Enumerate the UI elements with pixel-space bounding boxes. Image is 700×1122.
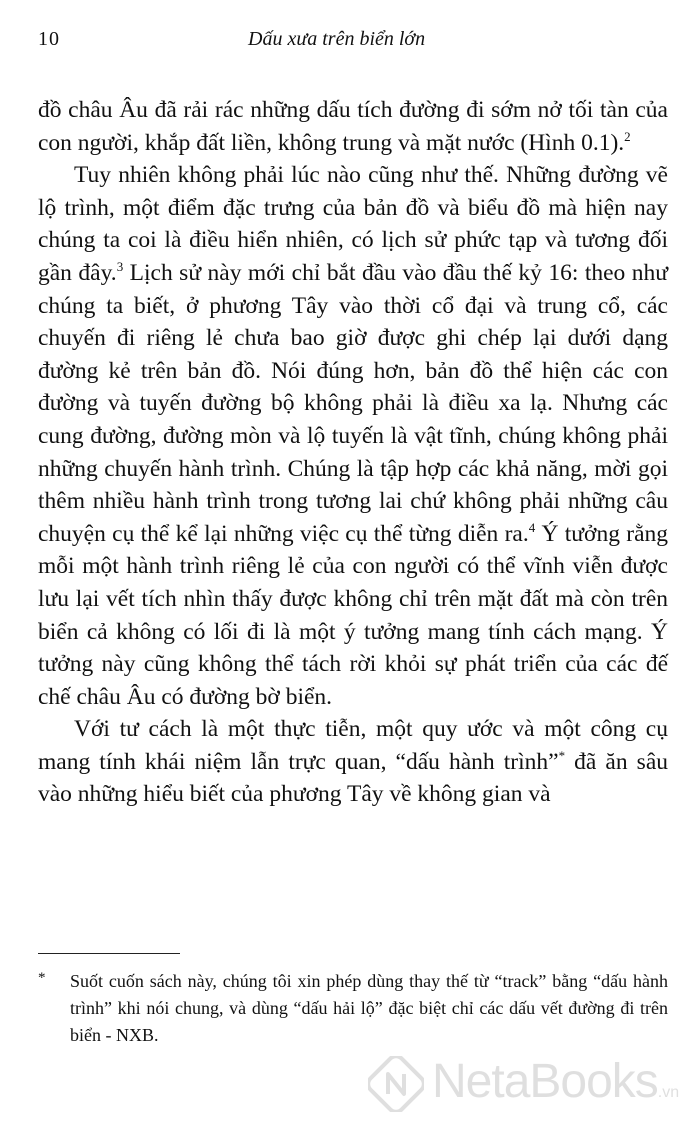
page-number: 10 (38, 28, 60, 50)
footnote-marker: * (38, 970, 46, 986)
footnote-ref: 3 (116, 259, 124, 275)
paragraph (38, 94, 668, 159)
footnote-text: Suốt cuốn sách này, chúng tôi xin phép dùng thay thế từ “track” bằng “dấu hành trình” khi nói chung, và dùng “dấu hải lộ” đặc biệt chỉ các dấu vết đường đi trên biển - NXB. (70, 971, 668, 1045)
body-text (38, 94, 668, 811)
footnote (38, 968, 668, 1049)
watermark-brand: NetaBooks (432, 1055, 658, 1108)
running-head (38, 28, 662, 58)
paragraph (38, 713, 668, 811)
watermark (360, 1050, 698, 1120)
text-run: đồ châu Âu đã rải rác những dấu tích đường đi sớm nở tối tàn của con người, khắp đất liền, không trung và mặt nước (Hình 0.1). (38, 97, 668, 156)
paragraph (38, 159, 668, 713)
footnote-ref: * (558, 748, 566, 764)
text-run: Với tư cách là một thực tiễn, một quy ước và một công cụ mang tính khái niệm lẫn trực quan, “dấu hành trình” (38, 716, 668, 775)
text-run: Lịch sử này mới chỉ bắt đầu vào đầu thế kỷ 16: theo như chúng ta biết, ở phương Tây vào thời cổ đại và trung cổ, các chuyến đi riêng lẻ chưa bao giờ được ghi chép lại dưới dạng đường kẻ trên bản đồ. Nói đúng hơn, bản đồ thể hiện các con đường và tuyến đường bộ không phải là điều xa lạ. Nhưng các cung đường, đường mòn và lộ tuyến là vật tĩnh, chúng không phải những chuyến hành trình. Chúng là tập hợp các khả năng, mời gọi thêm nhiều hành trình trong tương lai chứ không phải những câu chuyện cụ thể kể lại những việc cụ thể từng diễn ra. (38, 259, 668, 547)
text-run: đã ăn sâu vào những hiểu biết của phương Tây về không gian và (38, 748, 669, 808)
footnote-ref: 2 (624, 128, 631, 144)
watermark-suffix: .vn (657, 1084, 680, 1101)
watermark-text (432, 1054, 679, 1109)
running-title: Dấu xưa trên biển lớn (248, 28, 426, 50)
footnote-divider (38, 953, 180, 954)
netabooks-logo-icon (368, 1056, 424, 1112)
text-run: Ý tưởng rằng mỗi một hành trình riêng lẻ của con người có thể vĩnh viễn được lưu lại vết tích nhìn thấy được không chỉ trên mặt đất mà còn trên biển cả không có lối đi là một ý tưởng mang tính cách mạng. Ý tưởng này cũng không thể tách rời khỏi sự phát triển của các đế chế châu Âu có đường bờ biển. (38, 520, 669, 710)
footnote-ref: 4 (528, 519, 536, 535)
text-run: Tuy nhiên không phải lúc nào cũng như thế. Những đường vẽ lộ trình, một điểm đặc trưng của bản đồ và biểu đồ mà hiện nay chúng ta coi là điều hiển nhiên, có lịch sử phức tạp và tương đối gần đây. (38, 162, 668, 286)
